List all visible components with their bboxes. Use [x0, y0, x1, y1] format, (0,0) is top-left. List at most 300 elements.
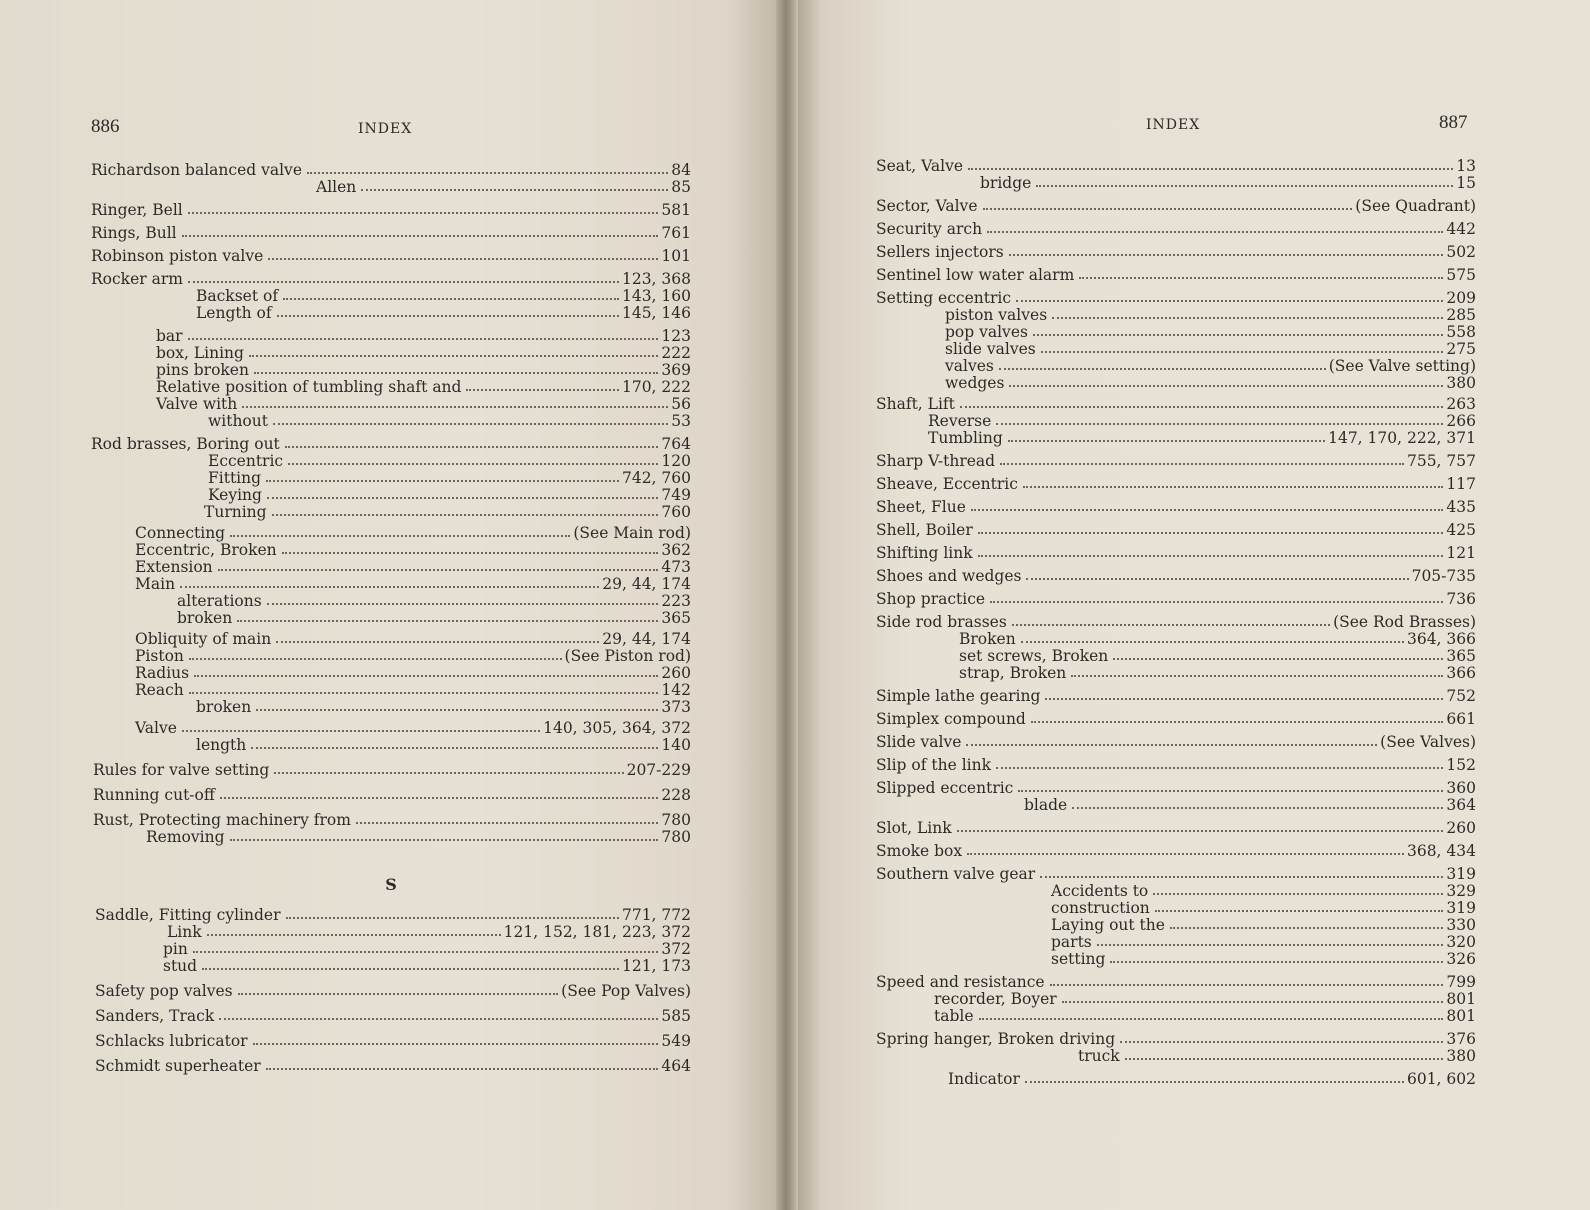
entry-pages: 364, 366 [1406, 630, 1476, 648]
entry-term: Saddle, Fitting cylinder [95, 906, 281, 924]
index-entry [91, 379, 691, 396]
entry-term: Backset of [196, 287, 279, 305]
index-entry [91, 787, 691, 804]
dot-leader [361, 189, 668, 191]
entry-term: Schlacks lubricator [95, 1032, 248, 1050]
index-entry [91, 225, 691, 242]
dot-leader [356, 822, 658, 824]
entry-pages: 140 [661, 736, 691, 754]
entry-pages: 780 [661, 811, 691, 829]
dot-leader [1097, 944, 1444, 946]
dot-leader [188, 281, 619, 283]
entry-pages: 145, 146 [621, 304, 691, 322]
dot-leader [286, 917, 619, 919]
index-entry [876, 991, 1476, 1008]
entry-pages: 222 [661, 344, 691, 362]
entry-term: Shaft, Lift [876, 395, 955, 413]
entry-term: Broken [959, 630, 1016, 648]
entry-pages: 15 [1456, 174, 1476, 192]
index-entry [91, 202, 691, 219]
index-entry [876, 175, 1476, 192]
entry-term: Accidents to [1051, 882, 1149, 900]
dot-leader [218, 569, 659, 571]
entry-term: box, Lining [156, 344, 244, 362]
entry-term: Slot, Link [876, 819, 952, 837]
dot-leader [273, 423, 668, 425]
index-column-right [876, 158, 1476, 1088]
entry-pages: 585 [661, 1007, 691, 1025]
entry-term: Shop practice [876, 590, 986, 608]
entry-term: Running cut-off [93, 786, 215, 804]
entry-pages: 285 [1446, 306, 1476, 324]
index-entry [876, 522, 1476, 539]
entry-pages: 473 [661, 558, 691, 576]
entry-term: pin [163, 940, 188, 958]
index-entries-r [91, 162, 691, 846]
dot-leader [1120, 1041, 1443, 1043]
entry-pages: (See Valve setting) [1328, 357, 1476, 375]
dot-leader [1012, 624, 1330, 626]
entry-term: Security arch [876, 220, 983, 238]
dot-leader [990, 601, 1443, 603]
entry-term: Seat, Valve [876, 157, 964, 175]
left-page [0, 0, 790, 1210]
dot-leader [1071, 675, 1443, 677]
index-entry [876, 358, 1476, 375]
dot-leader [1025, 1081, 1404, 1083]
index-entry [876, 665, 1476, 682]
entry-pages: 319 [1446, 899, 1476, 917]
entry-pages: 101 [661, 247, 691, 265]
entry-pages: 372 [661, 940, 691, 958]
index-entry [876, 974, 1476, 991]
dot-leader [272, 514, 659, 516]
index-entry [91, 328, 691, 345]
entry-pages: 799 [1446, 973, 1476, 991]
dot-leader [188, 338, 659, 340]
dot-leader [254, 372, 658, 374]
entry-term: parts [1051, 933, 1092, 951]
entry-term: Southern valve gear [876, 865, 1036, 883]
dot-leader [1033, 334, 1443, 336]
entry-pages: 85 [671, 178, 691, 196]
entry-term: wedges [945, 374, 1005, 392]
entry-pages: 376 [1446, 1030, 1476, 1048]
entry-pages: 56 [671, 395, 691, 413]
index-entry [91, 829, 691, 846]
dot-leader [267, 497, 658, 499]
entry-pages: (See Piston rod) [564, 647, 691, 665]
entry-term: Shoes and wedges [876, 567, 1022, 585]
dot-leader [1050, 984, 1444, 986]
entry-pages: 147, 170, 222, 371 [1328, 429, 1476, 447]
entry-pages: 761 [661, 224, 691, 242]
entry-term: Sector, Valve [876, 197, 978, 215]
dot-leader [1125, 1058, 1444, 1060]
entry-term: Sheave, Eccentric [876, 475, 1018, 493]
dot-leader [466, 389, 619, 391]
entry-term: Simplex compound [876, 710, 1026, 728]
entry-term: Slide valve [876, 733, 962, 751]
index-entry [91, 305, 691, 322]
dot-leader [277, 315, 619, 317]
entry-term: piston valves [945, 306, 1048, 324]
entry-term: Radius [135, 664, 190, 682]
entry-pages: 123 [661, 327, 691, 345]
index-entry [876, 780, 1476, 797]
index-entry [876, 1048, 1476, 1065]
dot-leader [1008, 440, 1325, 442]
entry-term: Slipped eccentric [876, 779, 1014, 797]
entry-pages: 558 [1446, 323, 1476, 341]
index-entry [876, 883, 1476, 900]
entry-term: Fitting [208, 469, 262, 487]
index-entry [91, 1008, 691, 1025]
entry-pages: 275 [1446, 340, 1476, 358]
dot-leader [283, 298, 619, 300]
entry-pages: 360 [1446, 779, 1476, 797]
entry-term: blade [1024, 796, 1068, 814]
index-entry [876, 568, 1476, 585]
entry-pages: (See Rod Brasses) [1333, 613, 1476, 631]
index-entry [91, 648, 691, 665]
entry-term: Eccentric [208, 452, 284, 470]
section-letter: S [385, 875, 397, 894]
entry-pages: 320 [1446, 933, 1476, 951]
entry-term: bridge [980, 174, 1032, 192]
entry-term: pins broken [156, 361, 249, 379]
index-entry [91, 396, 691, 413]
entry-pages: 207-229 [626, 761, 691, 779]
entry-term: Obliquity of main [135, 630, 272, 648]
index-entry [876, 267, 1476, 284]
entry-term: Safety pop valves [95, 982, 233, 1000]
index-entry [91, 941, 691, 958]
page-number: 887 [1439, 112, 1468, 133]
entry-term: setting [1051, 950, 1106, 968]
dot-leader [1000, 463, 1404, 465]
entry-term: Smoke box [876, 842, 963, 860]
index-entry [876, 307, 1476, 324]
right-page [790, 0, 1590, 1210]
entry-term: Rod brasses, Boring out [91, 435, 280, 453]
index-entry [876, 866, 1476, 883]
entry-term: length [196, 736, 247, 754]
dot-leader [957, 830, 1444, 832]
dot-leader [1031, 721, 1444, 723]
index-entry [91, 762, 691, 779]
entry-pages: 329 [1446, 882, 1476, 900]
entry-pages: 330 [1446, 916, 1476, 934]
dot-leader [1023, 486, 1443, 488]
entry-term: Sanders, Track [95, 1007, 215, 1025]
dot-leader [220, 797, 659, 799]
entry-pages: 435 [1446, 498, 1476, 516]
entry-pages: 549 [661, 1032, 691, 1050]
entry-pages: 752 [1446, 687, 1476, 705]
index-entry [876, 917, 1476, 934]
entry-pages: 117 [1446, 475, 1476, 493]
dot-leader [1062, 1001, 1444, 1003]
index-entry [91, 413, 691, 430]
dot-leader [1009, 254, 1444, 256]
index-entry [876, 476, 1476, 493]
entry-pages: 581 [661, 201, 691, 219]
dot-leader [999, 368, 1326, 370]
entry-pages: 260 [1446, 819, 1476, 837]
dot-leader [188, 212, 659, 214]
entry-pages: (See Valves) [1380, 733, 1476, 751]
entry-pages: 84 [671, 161, 691, 179]
index-entry [91, 470, 691, 487]
index-entry [876, 158, 1476, 175]
entry-pages: 801 [1446, 990, 1476, 1008]
index-entry [876, 591, 1476, 608]
index-entry [91, 576, 691, 593]
index-entry [91, 559, 691, 576]
dot-leader [966, 744, 1377, 746]
entry-term: Sellers injectors [876, 243, 1004, 261]
dot-leader [1009, 385, 1443, 387]
entry-pages: (See Quadrant) [1355, 197, 1476, 215]
dot-leader [219, 1018, 658, 1020]
entry-pages: 170, 222 [621, 378, 691, 396]
entry-term: broken [196, 698, 252, 716]
entry-pages: (See Pop Valves) [561, 982, 691, 1000]
entry-pages: 601, 602 [1406, 1070, 1476, 1088]
index-entry [876, 934, 1476, 951]
entry-pages: 143, 160 [621, 287, 691, 305]
dot-leader [285, 446, 659, 448]
entry-pages: 380 [1446, 1047, 1476, 1065]
entry-term: Shell, Boiler [876, 521, 973, 539]
entry-term: Schmidt superheater [95, 1057, 261, 1075]
entry-term: alterations [177, 592, 262, 610]
entry-term: Laying out the [1051, 916, 1165, 934]
dot-leader [996, 767, 1443, 769]
index-entry [876, 545, 1476, 562]
entry-pages: 263 [1446, 395, 1476, 413]
index-entry [91, 162, 691, 179]
dot-leader [193, 951, 659, 953]
entry-term: Speed and resistance [876, 973, 1045, 991]
index-entry [876, 396, 1476, 413]
dot-leader [1040, 876, 1443, 878]
entry-term: Sentinel low water alarm [876, 266, 1075, 284]
index-entry [876, 453, 1476, 470]
entry-term: Length of [196, 304, 272, 322]
index-entry [876, 1008, 1476, 1025]
entry-pages: 373 [661, 698, 691, 716]
dot-leader [1113, 658, 1443, 660]
entry-term: Rules for valve setting [93, 761, 270, 779]
entry-pages: 29, 44, 174 [602, 630, 691, 648]
index-entry [876, 244, 1476, 261]
entry-pages: 29, 44, 174 [602, 575, 691, 593]
entry-term: slide valves [945, 340, 1036, 358]
entry-pages: 365 [661, 609, 691, 627]
index-entry [876, 797, 1476, 814]
index-entry [91, 812, 691, 829]
entry-term: Robinson piston valve [91, 247, 264, 265]
entry-pages: 319 [1446, 865, 1476, 883]
entry-pages: 209 [1446, 289, 1476, 307]
dot-leader [282, 552, 659, 554]
entry-pages: 121, 173 [621, 957, 691, 975]
dot-leader [242, 406, 668, 408]
running-head: INDEX [1146, 117, 1201, 133]
entry-pages: 380 [1446, 374, 1476, 392]
entry-term: strap, Broken [959, 664, 1067, 682]
index-entry [91, 924, 691, 941]
index-entry [876, 221, 1476, 238]
dot-leader [1021, 641, 1404, 643]
entry-term: Turning [204, 503, 267, 521]
entry-term: stud [163, 957, 198, 975]
dot-leader [1072, 807, 1443, 809]
index-entry [876, 843, 1476, 860]
index-entry [876, 688, 1476, 705]
entry-pages: 705-735 [1411, 567, 1476, 585]
entry-pages: 152 [1446, 756, 1476, 774]
dot-leader [251, 747, 658, 749]
dot-leader [189, 658, 562, 660]
index-entry [91, 271, 691, 288]
entry-term: broken [177, 609, 233, 627]
dot-leader [194, 675, 658, 677]
entry-term: Richardson balanced valve [91, 161, 302, 179]
dot-leader [249, 355, 658, 357]
dot-leader [1026, 578, 1408, 580]
dot-leader [274, 772, 623, 774]
entry-term: valves [945, 357, 994, 375]
index-entry [91, 907, 691, 924]
entry-term: Valve with [156, 395, 238, 413]
entry-term: Relative position of tumbling shaft and [156, 378, 462, 396]
index-entry [91, 631, 691, 648]
entry-pages: 120 [661, 452, 691, 470]
entry-pages: 764 [661, 435, 691, 453]
entry-term: truck [1078, 1047, 1120, 1065]
entry-term: Spring hanger, Broken driving [876, 1030, 1116, 1048]
index-entry [91, 453, 691, 470]
dot-leader [182, 235, 659, 237]
index-entry [876, 290, 1476, 307]
dot-leader [983, 208, 1353, 210]
index-entries-s [91, 907, 691, 1075]
page-number: 886 [91, 116, 120, 137]
entry-pages: 749 [661, 486, 691, 504]
entry-term: Removing [146, 828, 225, 846]
index-entry [91, 720, 691, 737]
index-entry [876, 711, 1476, 728]
index-entry [91, 665, 691, 682]
dot-leader [207, 934, 501, 936]
dot-leader [1155, 910, 1444, 912]
index-entry [91, 362, 691, 379]
dot-leader [968, 168, 1453, 170]
entry-pages: 780 [661, 828, 691, 846]
index-entry [91, 699, 691, 716]
entry-pages: 362 [661, 541, 691, 559]
entry-term: table [934, 1007, 974, 1025]
dot-leader [182, 730, 540, 732]
entry-term: pop valves [945, 323, 1028, 341]
index-entry [91, 983, 691, 1000]
entry-pages: 464 [661, 1057, 691, 1075]
entry-term: Sharp V-thread [876, 452, 996, 470]
index-entry [91, 1058, 691, 1075]
index-entry [876, 198, 1476, 215]
entry-pages: 575 [1446, 266, 1476, 284]
index-entry [91, 682, 691, 699]
dot-leader [276, 641, 599, 643]
entry-term: Allen [316, 178, 357, 196]
dot-leader [1153, 893, 1443, 895]
entry-term: recorder, Boyer [934, 990, 1057, 1008]
entry-pages: 260 [661, 664, 691, 682]
dot-leader [1110, 961, 1443, 963]
entry-pages: 13 [1456, 157, 1476, 175]
index-entry [91, 345, 691, 362]
index-entry [876, 951, 1476, 968]
book-gutter [776, 0, 798, 1210]
dot-leader [230, 535, 570, 537]
entry-pages: 364 [1446, 796, 1476, 814]
entry-term: Rocker arm [91, 270, 183, 288]
entry-term: Keying [208, 486, 262, 504]
dot-leader [238, 993, 559, 995]
index-entry [876, 1071, 1476, 1088]
dot-leader [978, 555, 1444, 557]
entry-pages: 801 [1446, 1007, 1476, 1025]
dot-leader [180, 586, 599, 588]
index-entry [876, 1031, 1476, 1048]
entry-term: Extension [135, 558, 213, 576]
index-entry [876, 820, 1476, 837]
entry-term: Connecting [135, 524, 226, 542]
index-column-left [91, 162, 691, 1075]
dot-leader [237, 620, 658, 622]
entry-term: set screws, Broken [959, 647, 1109, 665]
dot-leader [971, 509, 1444, 511]
index-entry [91, 504, 691, 521]
dot-leader [1018, 790, 1443, 792]
entry-term: Sheet, Flue [876, 498, 966, 516]
dot-leader [288, 463, 658, 465]
index-entry [91, 542, 691, 559]
index-entry [876, 324, 1476, 341]
entry-pages: 326 [1446, 950, 1476, 968]
index-entry [91, 737, 691, 754]
index-entry [91, 248, 691, 265]
index-entry [876, 375, 1476, 392]
index-entry [876, 757, 1476, 774]
index-entry [876, 734, 1476, 751]
index-entry [876, 614, 1476, 631]
dot-leader [996, 423, 1443, 425]
entry-term: Shifting link [876, 544, 973, 562]
dot-leader [230, 839, 659, 841]
entry-pages: 366 [1446, 664, 1476, 682]
dot-leader [979, 1018, 1444, 1020]
index-entry [876, 900, 1476, 917]
dot-leader [267, 603, 659, 605]
dot-leader [266, 1068, 659, 1070]
entry-pages: 266 [1446, 412, 1476, 430]
entry-pages: 140, 305, 364, 372 [543, 719, 691, 737]
entry-pages: 121 [1446, 544, 1476, 562]
